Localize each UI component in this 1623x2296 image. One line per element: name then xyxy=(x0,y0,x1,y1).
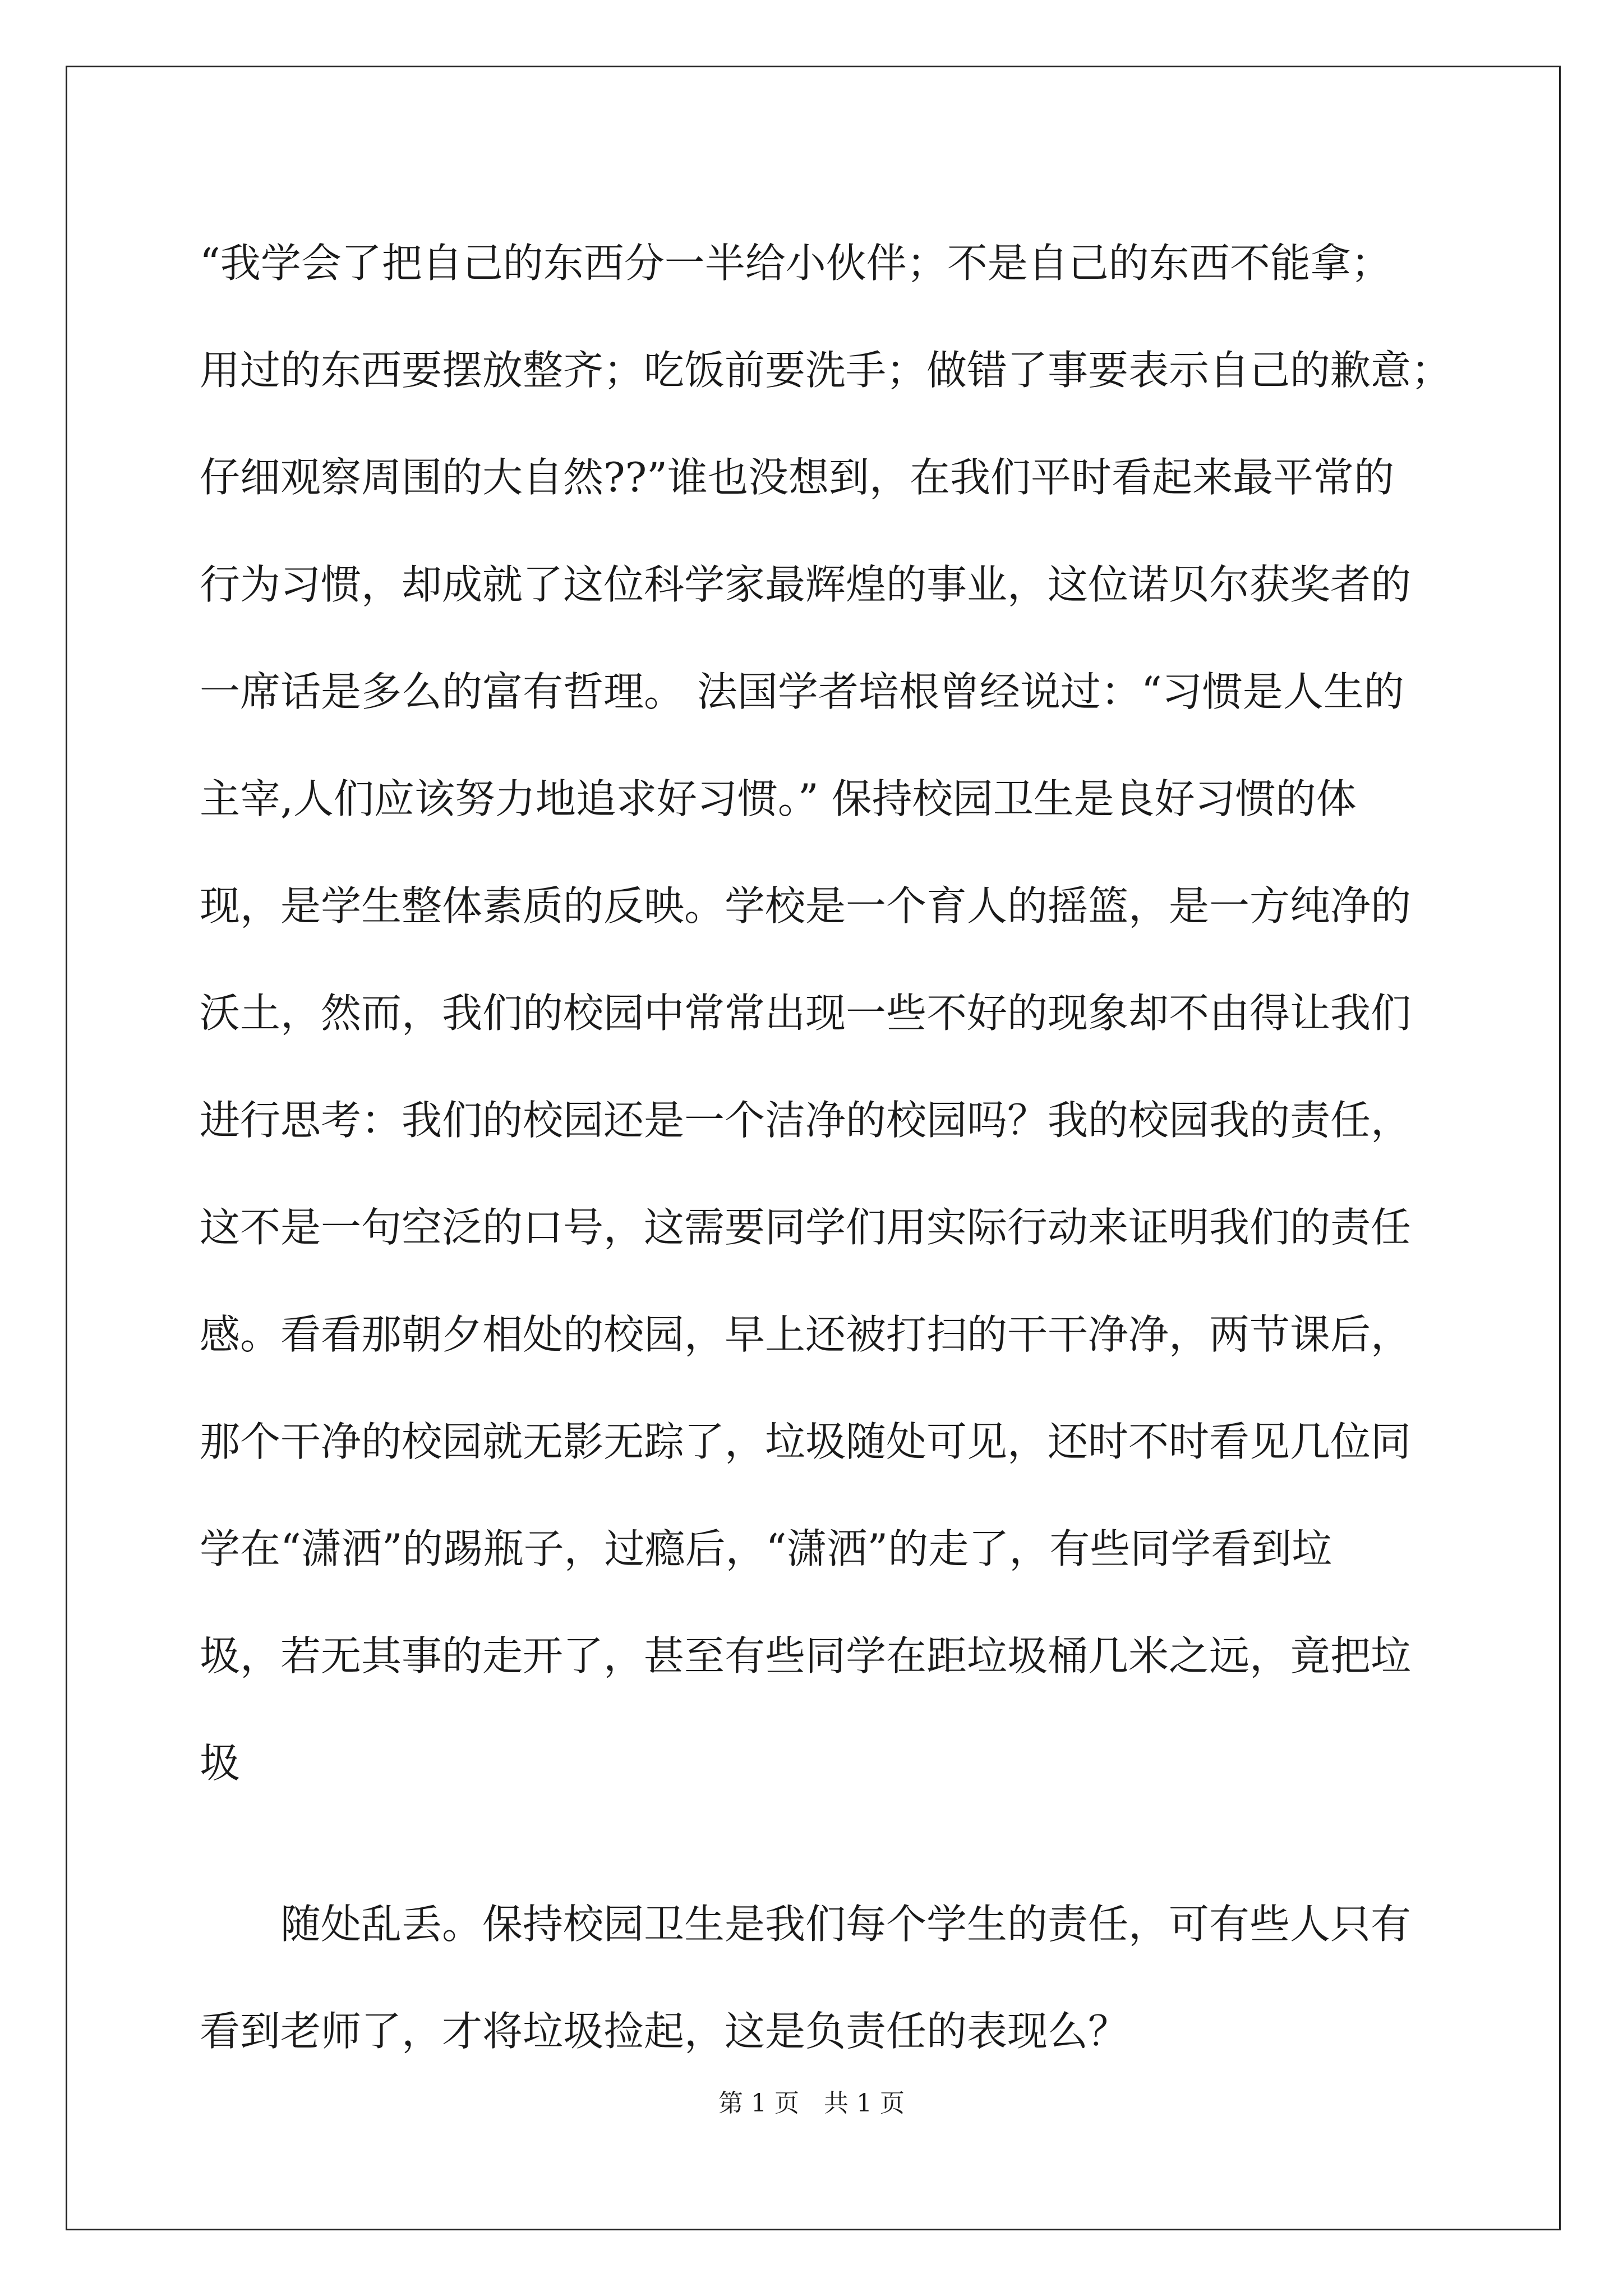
paragraph-line: 圾 xyxy=(200,1740,241,1787)
paragraph-line: 仔细观察周围的大自然??”谁也没想到，在我们平时看起来最平常的 xyxy=(200,454,1395,501)
paragraph-line: 那个干净的校园就无影无踪了，垃圾随处可见，还时不时看见几位同 xyxy=(200,1418,1412,1465)
paragraph-gap xyxy=(200,1817,1428,1871)
paragraph-line: 这不是一句空泛的口号，这需要同学们用实际行动来证明我们的责任 xyxy=(200,1204,1412,1251)
paragraph-line: 用过的东西要摆放整齐；吃饭前要洗手；做错了事要表示自己的歉意； xyxy=(200,347,1452,394)
page-number-footer: 第 1 页 共 1 页 xyxy=(718,2089,905,2118)
paragraph-line: 看到老师了，才将垃圾捡起，这是负责任的表现么？ xyxy=(200,2008,1129,2055)
paragraph-line: 圾，若无其事的走开了，甚至有些同学在距垃圾桶几米之远，竟把垃 xyxy=(200,1632,1412,1680)
paragraph-line: 行为习惯，却成就了这位科学家最辉煌的事业，这位诺贝尔获奖者的 xyxy=(200,561,1412,608)
paragraph-line: 进行思考：我们的校园还是一个洁净的校园吗？我的校园我的责任， xyxy=(200,1097,1412,1144)
paragraph-line: 一席话是多么的富有哲理。 法国学者培根曾经说过：“习惯是人生的 xyxy=(200,668,1404,715)
paragraph-line: 感。看看那朝夕相处的校园，早上还被打扫的干干净净，两节课后， xyxy=(200,1311,1412,1358)
paragraph-line: 沃土，然而，我们的校园中常常出现一些不好的现象却不由得让我们 xyxy=(200,990,1412,1037)
document-body xyxy=(200,210,1452,2085)
paragraph-line: 学在“潇洒”的踢瓶子，过瘾后，“潇洒”的走了，有些同学看到垃 xyxy=(200,1525,1332,1572)
paragraph-line: 主宰,人们应该努力地追求好习惯。” 保持校园卫生是良好习惯的体 xyxy=(200,775,1357,822)
paragraph-line: “我学会了把自己的东西分一半给小伙伴；不是自己的东西不能拿； xyxy=(200,240,1391,287)
paragraph-line: 现，是学生整体素质的反映。学校是一个育人的摇篮，是一方纯净的 xyxy=(200,882,1412,930)
paragraph-line: 随处乱丢。保持校园卫生是我们每个学生的责任，可有些人只有 xyxy=(280,1901,1412,1948)
